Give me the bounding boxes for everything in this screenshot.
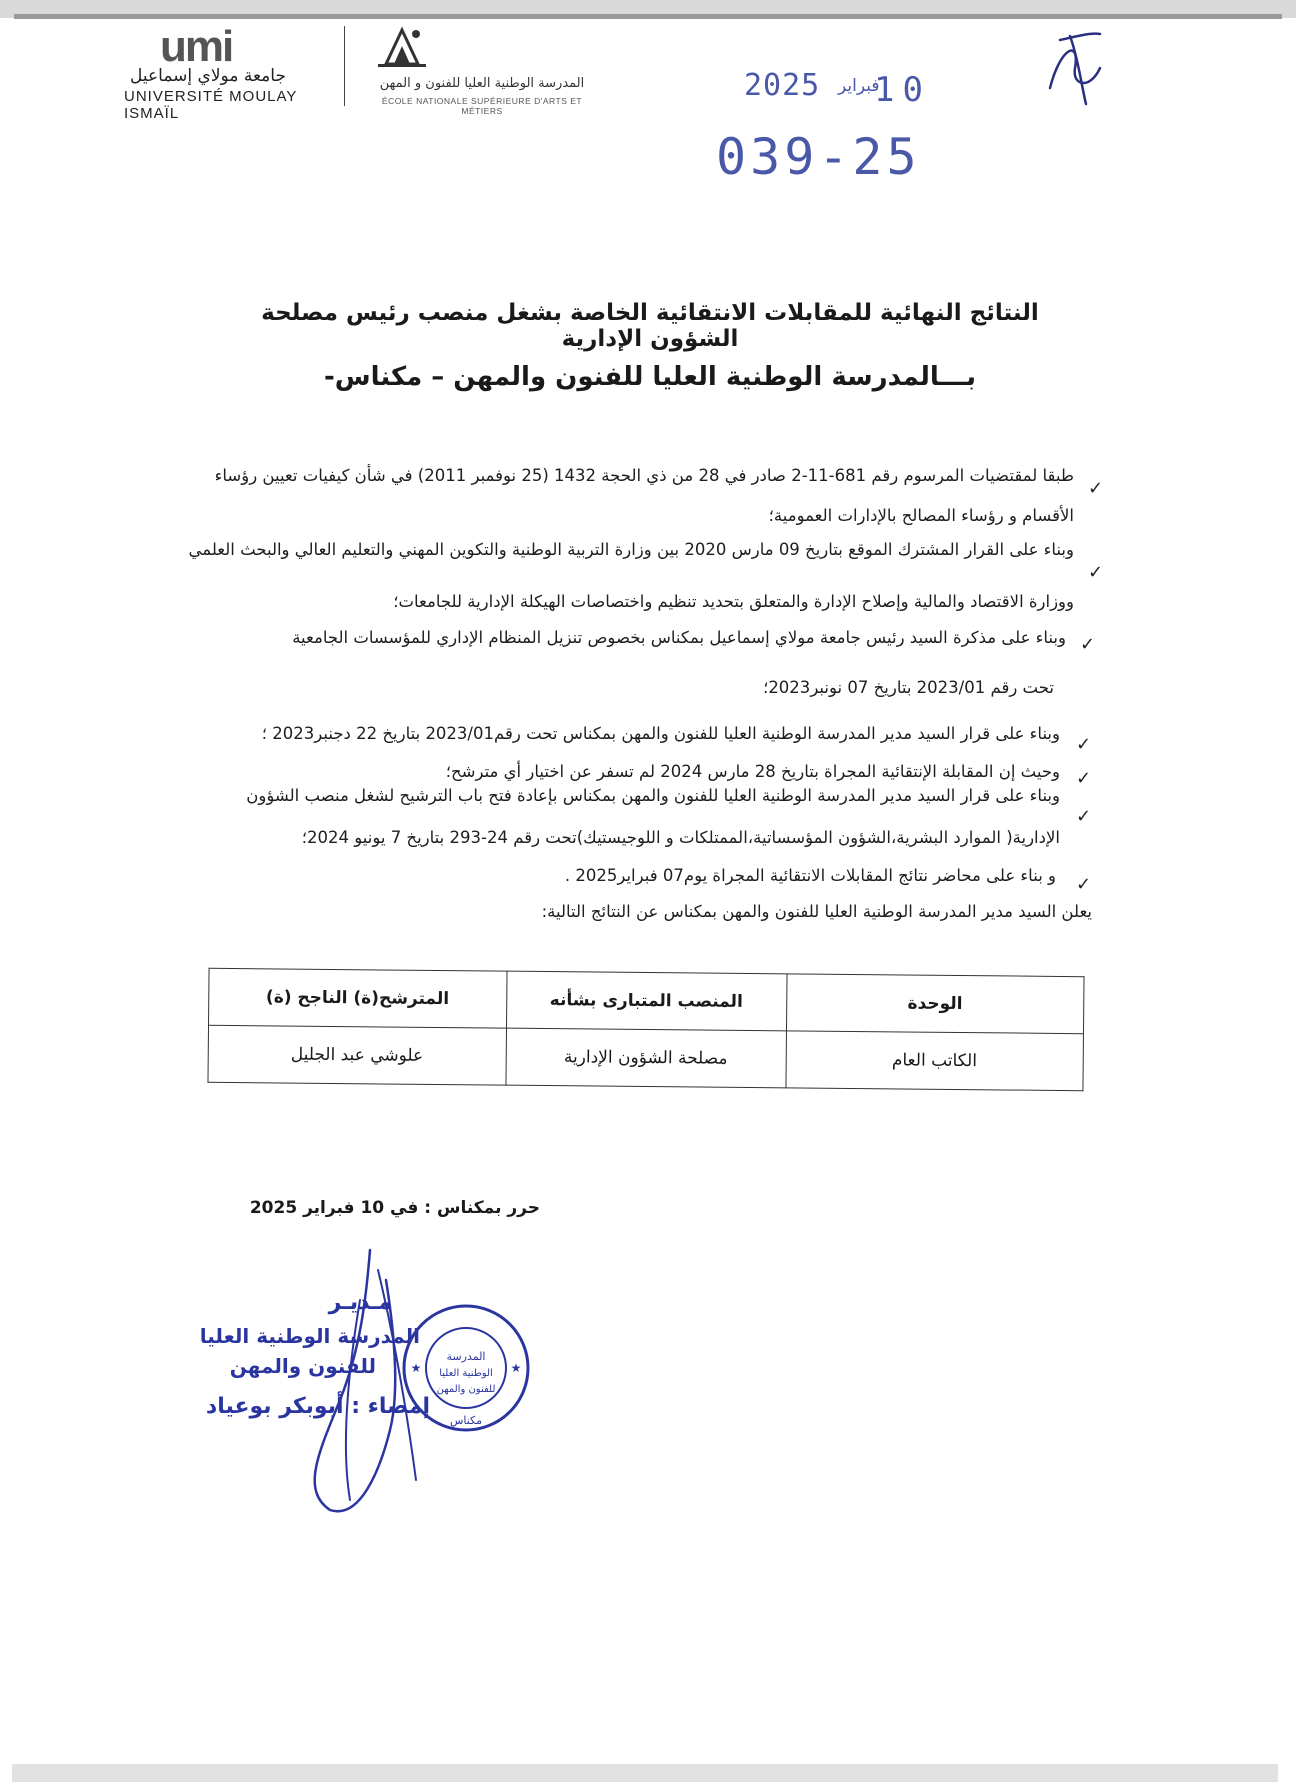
school-name-fr: ÉCOLE NATIONALE SUPÉRIEURE D'ARTS ET MÉTIERS [381,96,583,116]
check-icon: ✓ [1080,634,1096,655]
consideration-c1-line2: الأقسام و رؤساء المصالح بالإدارات العمومية؛ [768,506,1074,525]
announcement-text: يعلن السيد مدير المدرسة الوطنية العليا للفنون والمهن بمكناس عن النتائج التالية: [541,902,1092,921]
check-icon: ✓ [1088,562,1104,583]
svg-text:★: ★ [410,1361,422,1375]
svg-text:مكناس: مكناس [449,1414,483,1427]
letterhead [120,18,620,122]
official-round-seal-icon [398,1300,534,1436]
consideration-c2-line1: وبناء على القرار المشترك الموقع بتاريخ 09 مارس 2020 بين وزارة التربية الوطنية والتكوين المهني والتعليم العالي والبحث العلمي [188,540,1074,559]
consideration-c2-line2: ووزارة الاقتصاد والمالية وإصلاح الإدارة والمتعلق بتحديد تنظيم واختصاصات الهيكلة الإدارية للجامعات؛ [393,592,1074,611]
university-name-fr: UNIVERSITÉ MOULAY ISMAÏL [124,88,298,122]
university-name-ar: جامعة مولاي إسماعيل [130,66,286,86]
check-icon: ✓ [1076,874,1092,895]
table-header-candidate: المترشح(ة) الناجح (ة) [209,968,507,1028]
stamp-year: 2025 [744,68,821,103]
document-title-line2: بـــالمدرسة الوطنية العليا للفنون والمهن – مكناس- [323,362,977,392]
results-table [207,968,1084,1091]
paraph-signature-icon [1030,28,1120,108]
consideration-c6-line1: وبناء على قرار السيد مدير المدرسة الوطنية العليا للفنون والمهن بمكناس بإعادة فتح باب الترشيح لشغل منصب الشؤون [246,786,1060,805]
director-stamp [190,1290,430,1450]
consideration-c3-line2: تحت رقم 2023/01 بتاريخ 07 نونبر2023؛ [763,678,1054,697]
table-cell-position: مصلحة الشؤون الإدارية [505,1028,786,1088]
letterhead-divider [344,26,345,106]
director-stamp-school-line2: للفنون والمهن [229,1354,376,1378]
school-emblem-icon [372,24,432,68]
consideration-c1-line1: طبقا لمقتضيات المرسوم رقم 681-11-2 صادر في 28 من ذي الحجة 1432 (25 نوفمبر 2011) في شأن كيفيات تعيين رؤساء [214,466,1074,485]
director-stamp-title: مـديـر [328,1290,392,1315]
signed-at-line: حرر بمكناس : في 10 فبراير 2025 [249,1198,540,1218]
consideration-c3-line1: وبناء على مذكرة السيد رئيس جامعة مولاي إسماعيل بمكناس بخصوص تنزيل المنظام الإداري للمؤسسات الجامعية [292,628,1066,647]
consideration-c6-line2: الإدارية( الموارد البشرية،الشؤون المؤسساتية،الممتلكات و اللوجيستيك)تحت رقم 24-293 بتاريخ 7 يونيو 2024؛ [301,828,1060,847]
table-header-row [209,968,1085,1033]
table-header-unit: الوحدة [786,974,1084,1034]
school-name-ar: المدرسة الوطنية العليا للفنون و المهن [379,76,585,91]
consideration-c7-line1: و بناء على محاضر نتائج المقابلات الانتقائية المجراة يوم07 فبراير2025 . [564,866,1056,885]
scan-edge-bottom [12,1764,1278,1782]
university-logo-mark: umi [160,22,233,71]
document-title-line1: النتائج النهائية للمقابلات الانتقائية الخاصة بشغل منصب رئيس مصلحة الشؤون الإدارية [261,300,1039,352]
svg-text:للفنون والمهن: للفنون والمهن [436,1384,496,1395]
stamp-month: فبراير [838,76,880,96]
reception-number-stamp: 039-25 [716,128,921,186]
consideration-c4-line1: وبناء على قرار السيد مدير المدرسة الوطنية العليا للفنون والمهن بمكناس تحت رقم2023/01 بتاريخ 22 دجنبر2023 ؛ [261,724,1060,743]
svg-text:الوطنية العليا: الوطنية العليا [439,1368,493,1379]
svg-text:المدرسة: المدرسة [446,1350,486,1363]
reception-date-stamp [740,66,930,110]
director-stamp-school-line1: المدرسة الوطنية العليا [199,1324,420,1348]
scan-edge-top [0,0,1296,18]
check-icon: ✓ [1076,806,1092,827]
svg-text:★: ★ [510,1361,522,1375]
check-icon: ✓ [1076,734,1092,755]
check-icon: ✓ [1088,478,1104,499]
director-stamp-signatory: إمضاء : أبوبكر بوعياد [205,1394,430,1419]
table-row [208,1025,1084,1090]
table-cell-unit: الكاتب العام [785,1031,1083,1091]
table-header-position: المنصب المتبارى بشأنه [506,971,787,1031]
university-logo [120,18,300,122]
table-cell-candidate: علوشي عبد الجليل [208,1025,506,1085]
consideration-c5-line1: وحيث إن المقابلة الإنتقائية المجراة بتاريخ 28 مارس 2024 لم تسفر عن اختيار أي مترشح؛ [445,762,1060,781]
school-logo [364,24,600,116]
stamp-day: 10 [874,70,931,110]
check-icon: ✓ [1076,768,1092,789]
